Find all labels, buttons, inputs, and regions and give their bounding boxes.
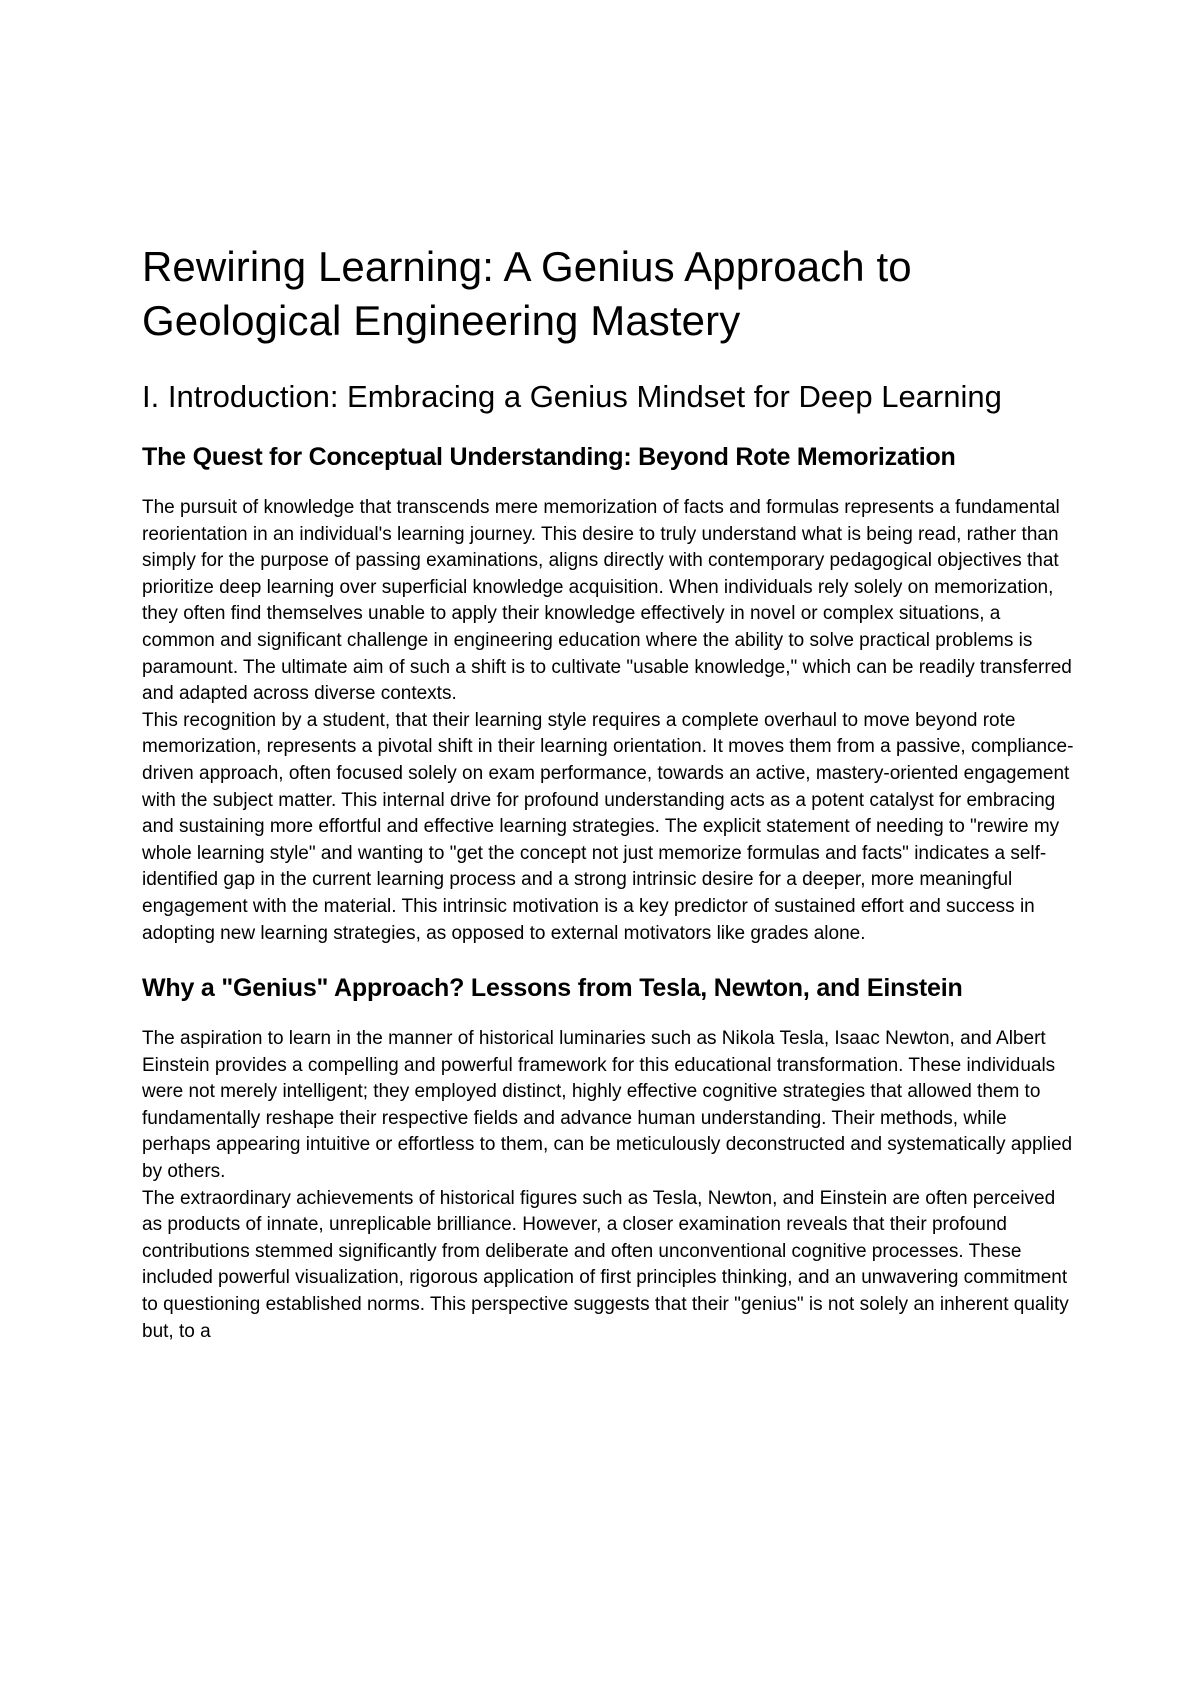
paragraph: This recognition by a student, that their learning style requires a complete overhaul to move beyond rote memorization, represents a pivotal shift in their learning orientation. It moves them from a passive, compliance-driven approach, often focused solely on exam performance, towards an active, mastery-oriented engagement with the subject matter. This internal drive for profound understanding acts as a potent catalyst for embracing and sustaining more effortful and effective learning strategies. The explicit statement of needing to "rewire my whole learning style" and wanting to "get the concept not just memorize formulas and facts" indicates a self-identified gap in the current learning process and a strong intrinsic desire for a deeper, more meaningful engagement with the material. This intrinsic motivation is a key predictor of sustained effort and success in adopting new learning strategies, as opposed to external motivators like grades alone. [142, 709, 1074, 944]
paragraph: The extraordinary achievements of historical figures such as Tesla, Newton, and Einstein are often perceived as products of innate, unreplicable brilliance. However, a closer examination reveals that their profound contributions stemmed significantly from deliberate and often unconventional cognitive processes. These included powerful visualization, rigorous application of first principles thinking, and an unwavering commitment to questioning established norms. This perspective suggests that their "genius" is not solely an inherent quality but, to a [142, 1187, 1069, 1342]
paragraph: The aspiration to learn in the manner of historical luminaries such as Nikola Tesla, Isaac Newton, and Albert Einstein provides a compelling and powerful framework for this educational transformation. These individuals were not merely intelligent; they employed distinct, highly effective cognitive strategies that allowed them to fundamentally reshape their respective fields and advance human understanding. Their methods, while perhaps appearing intuitive or effortless to them, can be meticulously deconstructed and systematically applied by others. [142, 1028, 1073, 1183]
section-heading-introduction: I. Introduction: Embracing a Genius Mindset for Deep Learning [142, 379, 1002, 414]
paragraph: The pursuit of knowledge that transcends mere memorization of facts and formulas represents a fundamental reorientation in an individual's learning journey. This desire to truly understand what is being read, rather than simply for the purpose of passing examinations, aligns directly with contemporary pedagogical objectives that prioritize deep learning over superficial knowledge acquisition. When individuals rely solely on memorization, they often find themselves unable to apply their knowledge effectively in novel or complex situations, a common and significant challenge in engineering education where the ability to solve practical problems is paramount. The ultimate aim of such a shift is to cultivate "usable knowledge," which can be readily transferred and adapted across diverse contexts. [142, 497, 1072, 705]
subsection-body-conceptual-understanding [142, 495, 1077, 947]
subsection-heading-genius-approach: Why a "Genius" Approach? Lessons from Tesla, Newton, and Einstein [142, 974, 963, 1003]
subsection-heading-conceptual-understanding: The Quest for Conceptual Understanding: Beyond Rote Memorization [142, 443, 956, 471]
document-page [142, 240, 1077, 1345]
subsection-body-genius-approach [142, 1026, 1077, 1345]
document-title: Rewiring Learning: A Genius Approach to Geological Engineering Mastery [142, 243, 912, 344]
